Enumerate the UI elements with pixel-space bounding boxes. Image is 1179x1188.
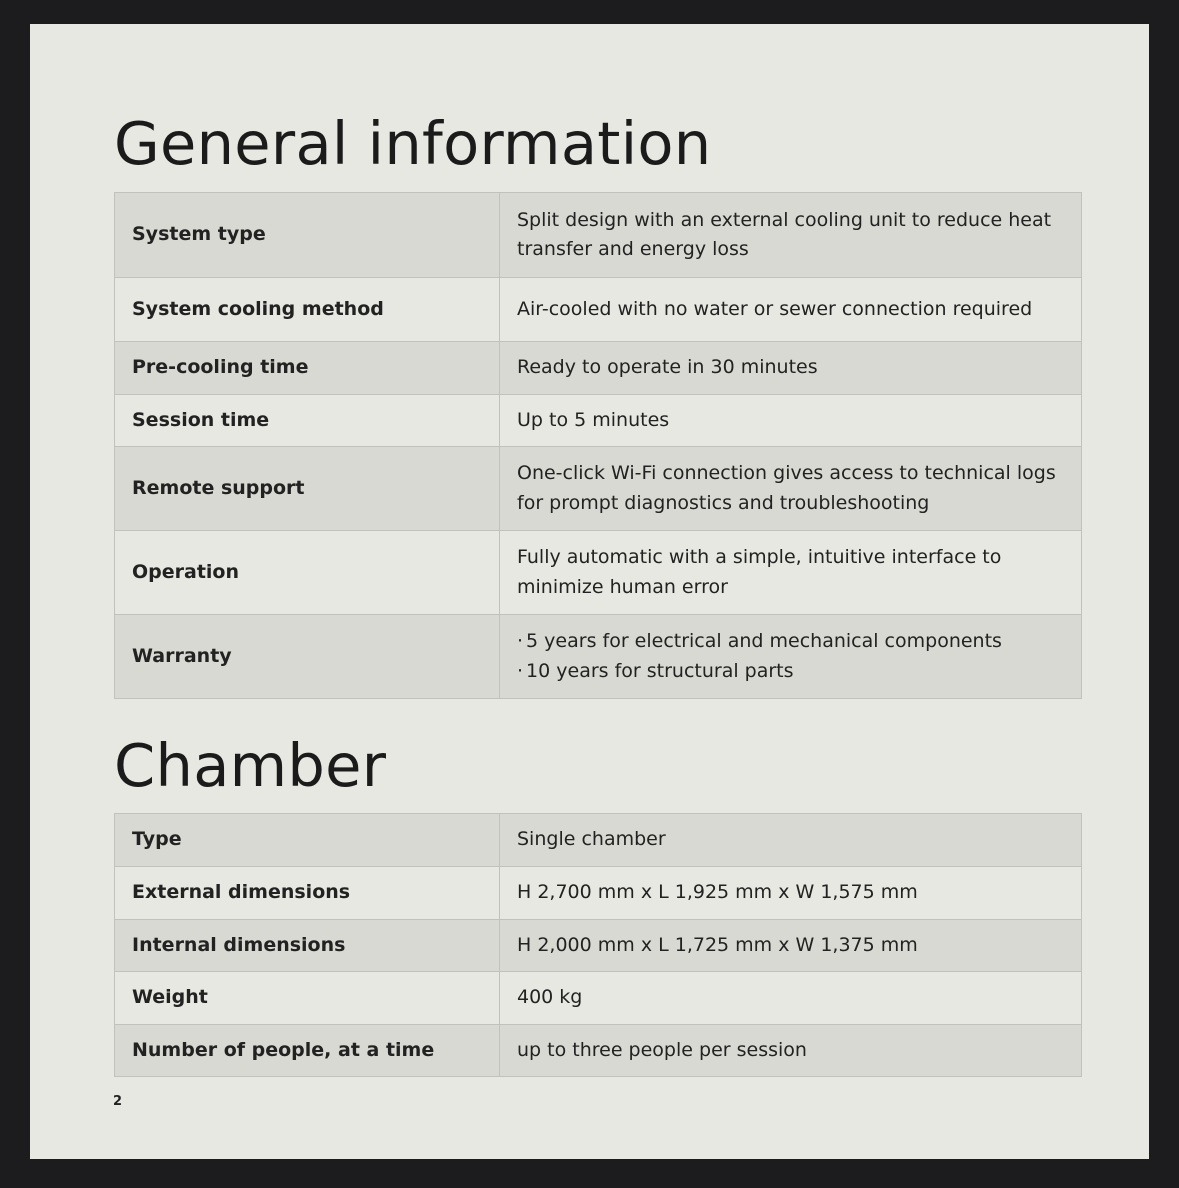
row-value: up to three people per session bbox=[500, 1025, 1082, 1077]
row-label: Pre-cooling time bbox=[115, 342, 500, 395]
general-information-table bbox=[114, 192, 1082, 699]
row-label: System cooling method bbox=[115, 278, 500, 342]
warranty-bullet-item: · 10 years for structural parts bbox=[517, 657, 1064, 687]
table-row bbox=[115, 531, 1082, 615]
row-label: External dimensions bbox=[115, 867, 500, 920]
table-row bbox=[115, 972, 1082, 1025]
table-row bbox=[115, 447, 1082, 531]
document-page bbox=[30, 24, 1149, 1159]
table-row bbox=[115, 814, 1082, 867]
table-row bbox=[115, 395, 1082, 447]
row-value: Ready to operate in 30 minutes bbox=[500, 342, 1082, 395]
row-label: Type bbox=[115, 814, 500, 867]
row-label: Number of people, at a time bbox=[115, 1025, 500, 1077]
row-value: 400 kg bbox=[500, 972, 1082, 1025]
table-row bbox=[115, 615, 1082, 699]
row-value bbox=[500, 615, 1082, 699]
chamber-table bbox=[114, 813, 1082, 1077]
row-value: H 2,700 mm x L 1,925 mm x W 1,575 mm bbox=[500, 867, 1082, 920]
row-value: Single chamber bbox=[500, 814, 1082, 867]
row-value: Up to 5 minutes bbox=[500, 395, 1082, 447]
page-number: 2 bbox=[113, 1094, 123, 1109]
row-value: Air-cooled with no water or sewer connection required bbox=[500, 278, 1082, 342]
row-label: Internal dimensions bbox=[115, 920, 500, 972]
row-value: H 2,000 mm x L 1,725 mm x W 1,375 mm bbox=[500, 920, 1082, 972]
table-row bbox=[115, 278, 1082, 342]
chamber-heading: Chamber bbox=[114, 731, 387, 800]
row-label: Warranty bbox=[115, 615, 500, 699]
row-value: Split design with an external cooling unit to reduce heat transfer and energy loss bbox=[500, 193, 1082, 278]
row-label: Session time bbox=[115, 395, 500, 447]
table-row bbox=[115, 867, 1082, 920]
table-row bbox=[115, 920, 1082, 972]
general-information-heading: General information bbox=[114, 109, 712, 178]
table-row bbox=[115, 193, 1082, 278]
table-row bbox=[115, 1025, 1082, 1077]
row-label: Operation bbox=[115, 531, 500, 615]
row-label: System type bbox=[115, 193, 500, 278]
row-label: Remote support bbox=[115, 447, 500, 531]
row-value: One-click Wi-Fi connection gives access to technical logs for prompt diagnostics and troubleshooting bbox=[500, 447, 1082, 531]
row-value: Fully automatic with a simple, intuitive interface to minimize human error bbox=[500, 531, 1082, 615]
row-label: Weight bbox=[115, 972, 500, 1025]
warranty-bullet-item: · 5 years for electrical and mechanical components bbox=[517, 627, 1064, 657]
table-row bbox=[115, 342, 1082, 395]
